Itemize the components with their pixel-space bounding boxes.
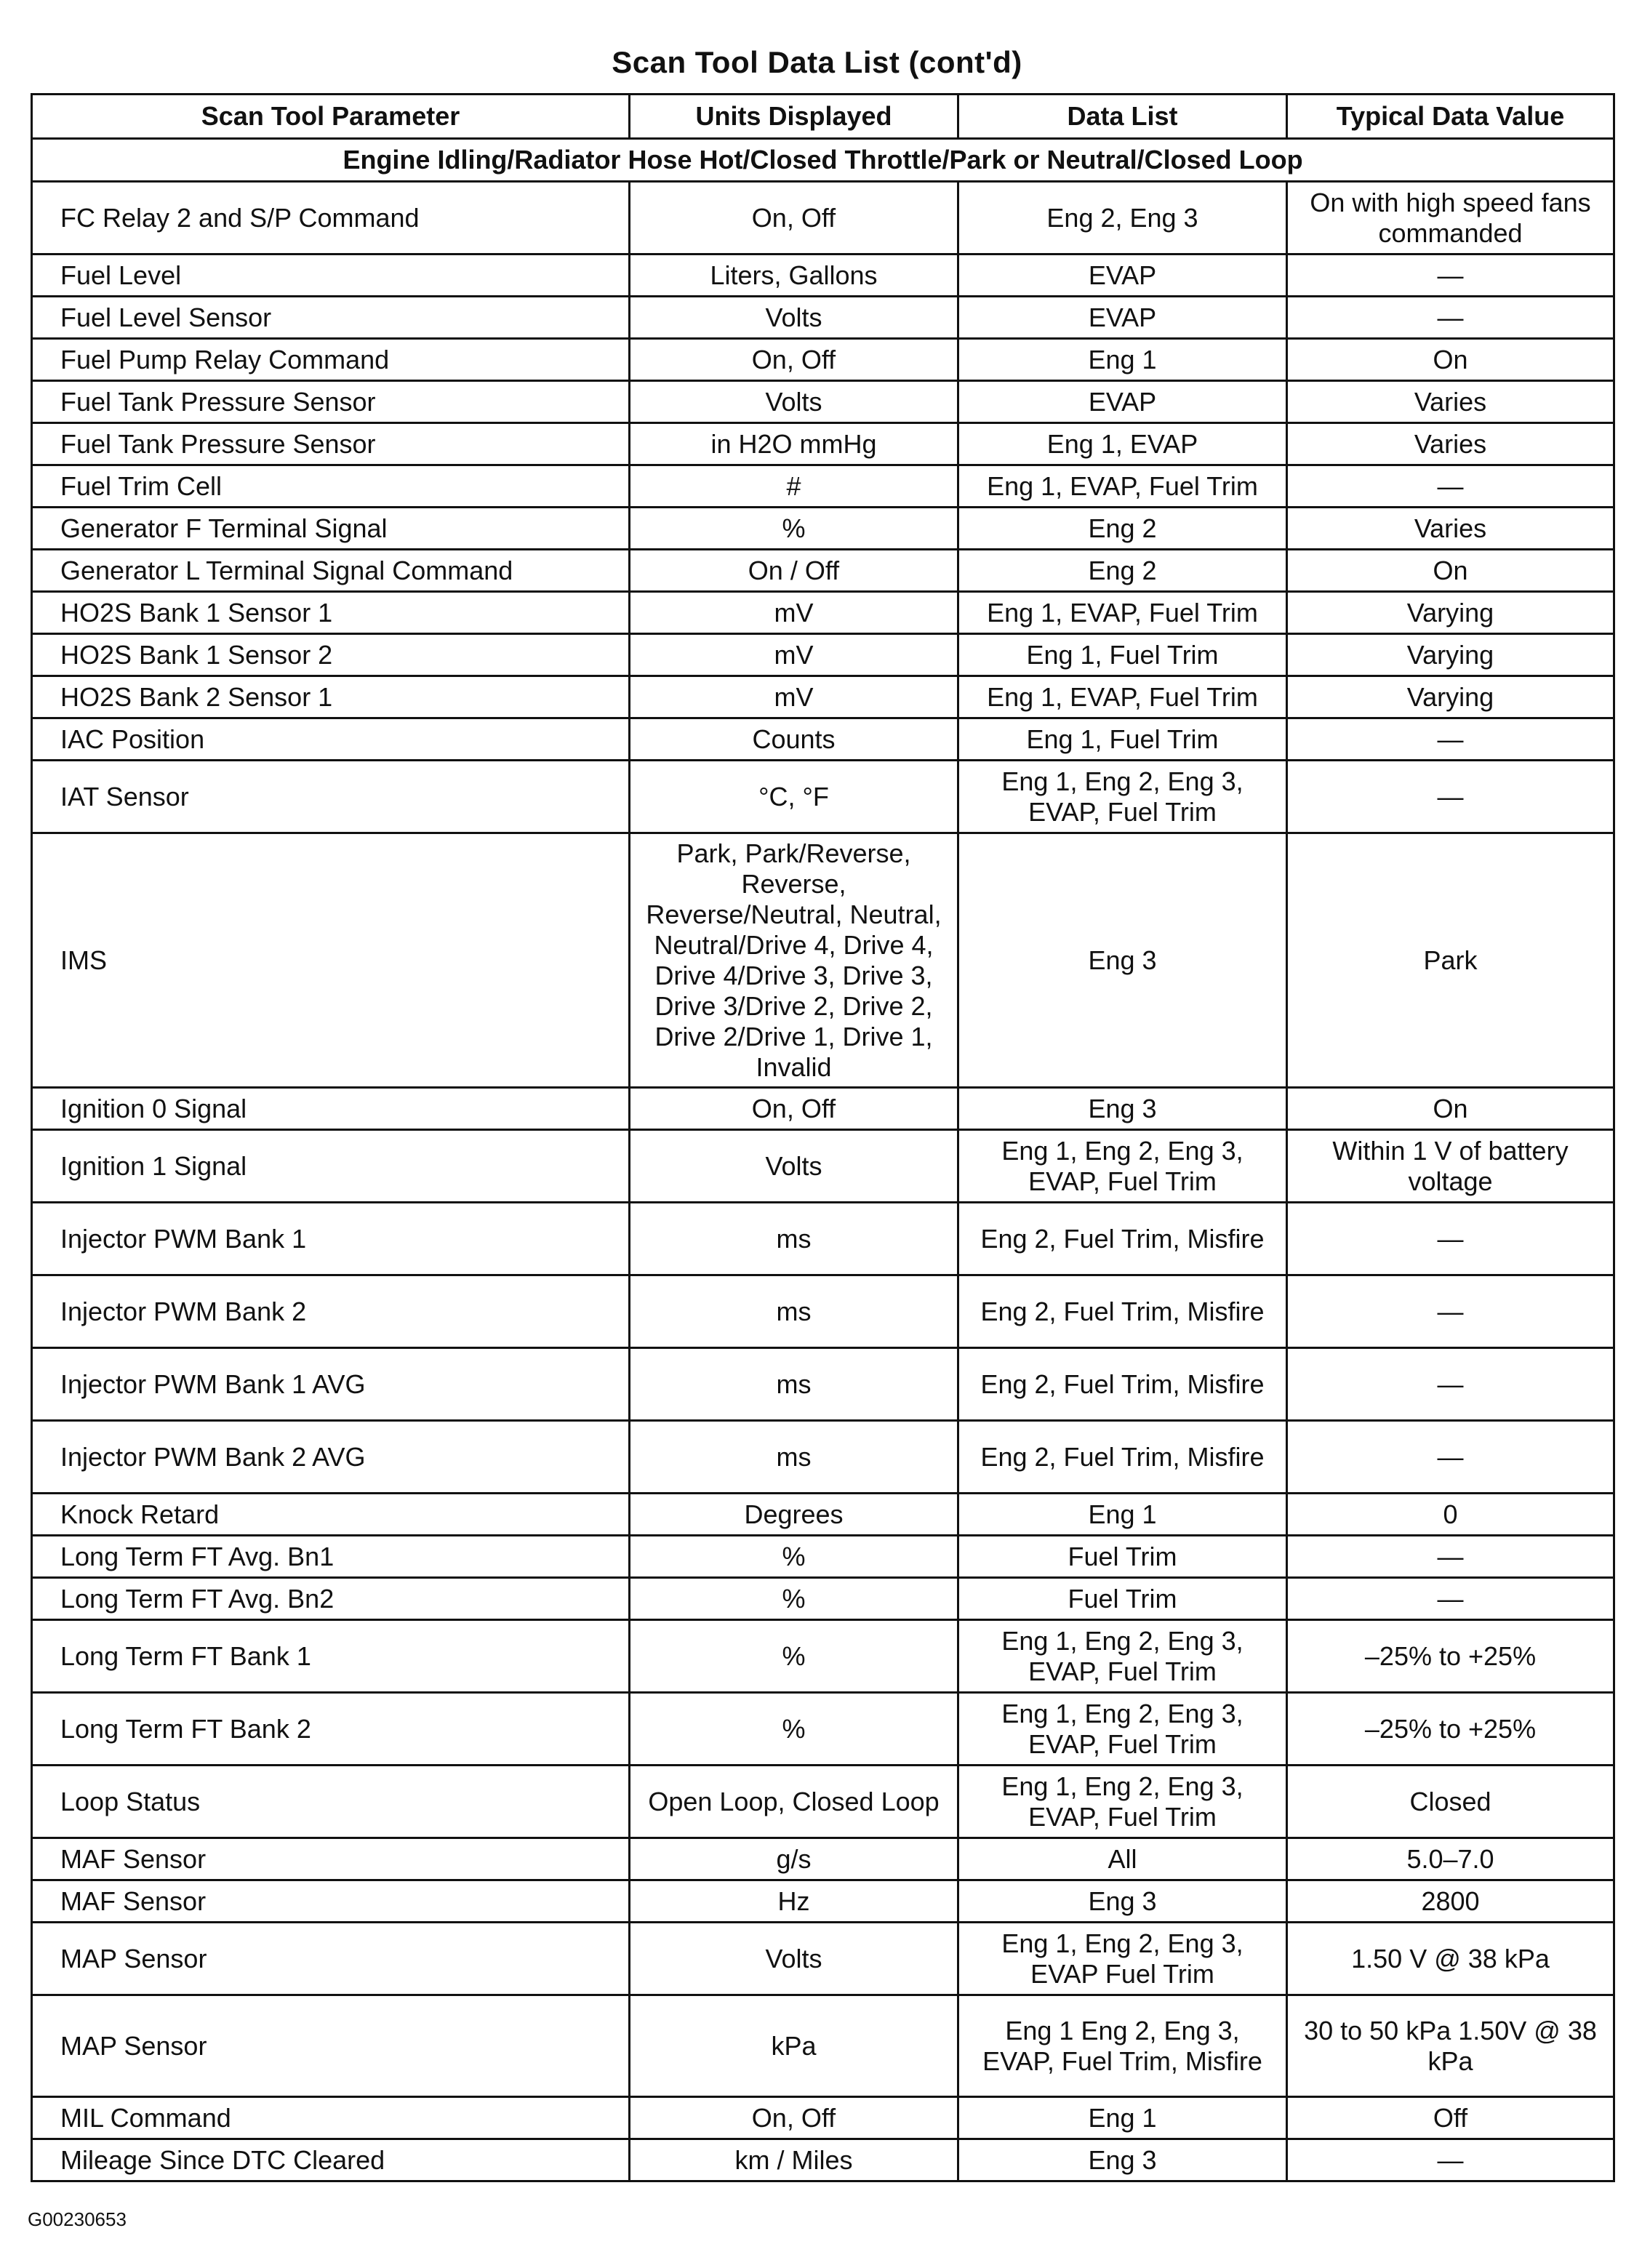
units-cell: mV xyxy=(630,634,958,676)
data-list-cell: Eng 1, Fuel Trim xyxy=(958,718,1287,761)
typical-value-cell: Varies xyxy=(1287,423,1614,465)
data-list-cell: Eng 2, Fuel Trim, Misfire xyxy=(958,1275,1287,1348)
table-row xyxy=(32,1620,1614,1693)
param-cell: IAT Sensor xyxy=(32,761,630,833)
header-row xyxy=(32,95,1614,139)
table-row xyxy=(32,1421,1614,1494)
data-list-cell: Eng 3 xyxy=(958,2139,1287,2181)
units-cell: km / Miles xyxy=(630,2139,958,2181)
scan-tool-data-table xyxy=(31,93,1615,2182)
units-cell: g/s xyxy=(630,1838,958,1880)
typical-value-cell: Closed xyxy=(1287,1766,1614,1838)
typical-value-cell: Park xyxy=(1287,833,1614,1088)
typical-value-cell: — xyxy=(1287,718,1614,761)
param-cell: Fuel Tank Pressure Sensor xyxy=(32,423,630,465)
typical-value-cell: — xyxy=(1287,761,1614,833)
header-parameter: Scan Tool Parameter xyxy=(32,95,630,139)
typical-value-cell: Off xyxy=(1287,2097,1614,2139)
typical-value-cell: — xyxy=(1287,297,1614,339)
param-cell: Generator L Terminal Signal Command xyxy=(32,550,630,592)
typical-value-cell: –25% to +25% xyxy=(1287,1620,1614,1693)
table-row xyxy=(32,255,1614,297)
param-cell: IMS xyxy=(32,833,630,1088)
units-cell: % xyxy=(630,1536,958,1578)
typical-value-cell: On xyxy=(1287,339,1614,381)
table-body xyxy=(32,139,1614,2181)
units-cell: Volts xyxy=(630,297,958,339)
units-cell: On, Off xyxy=(630,2097,958,2139)
units-cell: Volts xyxy=(630,1923,958,1995)
param-cell: IAC Position xyxy=(32,718,630,761)
typical-value-cell: 30 to 50 kPa 1.50V @ 38 kPa xyxy=(1287,1995,1614,2097)
typical-value-cell: Varying xyxy=(1287,634,1614,676)
units-cell: Volts xyxy=(630,1130,958,1203)
data-list-cell: Eng 2 xyxy=(958,550,1287,592)
param-cell: Fuel Trim Cell xyxy=(32,465,630,508)
units-cell: mV xyxy=(630,676,958,718)
header-data-list: Data List xyxy=(958,95,1287,139)
table-row xyxy=(32,1766,1614,1838)
typical-value-cell: — xyxy=(1287,1203,1614,1275)
param-cell: FC Relay 2 and S/P Command xyxy=(32,182,630,255)
param-cell: Ignition 0 Signal xyxy=(32,1088,630,1130)
param-cell: Fuel Level Sensor xyxy=(32,297,630,339)
units-cell: Park, Park/Reverse, Reverse, Reverse/Neutral, Neutral, Neutral/Drive 4, Drive 4, Drive 4/Drive 3, Drive 3, Drive 3/Drive 2, Drive 2, Drive 2/Drive 1, Drive 1, Invalid xyxy=(630,833,958,1088)
param-cell: HO2S Bank 1 Sensor 2 xyxy=(32,634,630,676)
units-cell: % xyxy=(630,1578,958,1620)
units-cell: Hz xyxy=(630,1880,958,1923)
section-row xyxy=(32,139,1614,182)
table-row xyxy=(32,761,1614,833)
table-row xyxy=(32,1923,1614,1995)
typical-value-cell: — xyxy=(1287,1536,1614,1578)
data-list-cell: Eng 3 xyxy=(958,833,1287,1088)
data-list-cell: Eng 1, EVAP, Fuel Trim xyxy=(958,592,1287,634)
units-cell: On, Off xyxy=(630,339,958,381)
data-list-cell: Eng 2, Fuel Trim, Misfire xyxy=(958,1203,1287,1275)
table-row xyxy=(32,182,1614,255)
figure-id: G00230653 xyxy=(28,2208,127,2230)
table-row xyxy=(32,297,1614,339)
data-list-cell: Eng 1, Eng 2, Eng 3, EVAP, Fuel Trim xyxy=(958,1693,1287,1766)
data-list-cell: Eng 2 xyxy=(958,508,1287,550)
table-row xyxy=(32,1275,1614,1348)
typical-value-cell: Within 1 V of battery voltage xyxy=(1287,1130,1614,1203)
param-cell: Injector PWM Bank 1 AVG xyxy=(32,1348,630,1421)
units-cell: On, Off xyxy=(630,1088,958,1130)
param-cell: MAF Sensor xyxy=(32,1838,630,1880)
typical-value-cell: Varies xyxy=(1287,381,1614,423)
typical-value-cell: — xyxy=(1287,255,1614,297)
table-row xyxy=(32,1536,1614,1578)
param-cell: Fuel Level xyxy=(32,255,630,297)
units-cell: °C, °F xyxy=(630,761,958,833)
units-cell: Volts xyxy=(630,381,958,423)
table-row xyxy=(32,718,1614,761)
param-cell: Injector PWM Bank 1 xyxy=(32,1203,630,1275)
table-row xyxy=(32,423,1614,465)
typical-value-cell: Varying xyxy=(1287,592,1614,634)
table-row xyxy=(32,1578,1614,1620)
units-cell: Open Loop, Closed Loop xyxy=(630,1766,958,1838)
typical-value-cell: 2800 xyxy=(1287,1880,1614,1923)
data-list-cell: Eng 1, EVAP, Fuel Trim xyxy=(958,465,1287,508)
param-cell: HO2S Bank 2 Sensor 1 xyxy=(32,676,630,718)
data-list-cell: Eng 1, Eng 2, Eng 3, EVAP, Fuel Trim xyxy=(958,1130,1287,1203)
table-row xyxy=(32,1203,1614,1275)
table-row xyxy=(32,1995,1614,2097)
units-cell: mV xyxy=(630,592,958,634)
table-row xyxy=(32,634,1614,676)
param-cell: Long Term FT Bank 1 xyxy=(32,1620,630,1693)
data-list-cell: EVAP xyxy=(958,381,1287,423)
units-cell: % xyxy=(630,1693,958,1766)
param-cell: HO2S Bank 1 Sensor 1 xyxy=(32,592,630,634)
typical-value-cell: On with high speed fans commanded xyxy=(1287,182,1614,255)
units-cell: in H2O mmHg xyxy=(630,423,958,465)
page-title: Scan Tool Data List (cont'd) xyxy=(612,45,1022,79)
typical-value-cell: –25% to +25% xyxy=(1287,1693,1614,1766)
param-cell: MAP Sensor xyxy=(32,1923,630,1995)
units-cell: Counts xyxy=(630,718,958,761)
table-row xyxy=(32,676,1614,718)
param-cell: Loop Status xyxy=(32,1766,630,1838)
table-row xyxy=(32,1838,1614,1880)
table-row xyxy=(32,1494,1614,1536)
header-units: Units Displayed xyxy=(630,95,958,139)
units-cell: Degrees xyxy=(630,1494,958,1536)
data-list-cell: Eng 1 xyxy=(958,2097,1287,2139)
param-cell: Mileage Since DTC Cleared xyxy=(32,2139,630,2181)
data-list-cell: Fuel Trim xyxy=(958,1578,1287,1620)
units-cell: ms xyxy=(630,1275,958,1348)
param-cell: Injector PWM Bank 2 xyxy=(32,1275,630,1348)
typical-value-cell: On xyxy=(1287,1088,1614,1130)
typical-value-cell: Varies xyxy=(1287,508,1614,550)
table-row xyxy=(32,833,1614,1088)
table-row xyxy=(32,1880,1614,1923)
param-cell: Knock Retard xyxy=(32,1494,630,1536)
data-list-cell: Fuel Trim xyxy=(958,1536,1287,1578)
data-list-cell: EVAP xyxy=(958,297,1287,339)
data-list-cell: Eng 1, Eng 2, Eng 3, EVAP, Fuel Trim xyxy=(958,1620,1287,1693)
units-cell: % xyxy=(630,1620,958,1693)
typical-value-cell: Varying xyxy=(1287,676,1614,718)
units-cell: % xyxy=(630,508,958,550)
units-cell: On, Off xyxy=(630,182,958,255)
table-row xyxy=(32,550,1614,592)
data-list-cell: Eng 1, EVAP xyxy=(958,423,1287,465)
data-list-cell: Eng 3 xyxy=(958,1880,1287,1923)
param-cell: Long Term FT Avg. Bn2 xyxy=(32,1578,630,1620)
table-row xyxy=(32,1130,1614,1203)
data-list-cell: Eng 1 xyxy=(958,1494,1287,1536)
table-row xyxy=(32,339,1614,381)
typical-value-cell: — xyxy=(1287,1421,1614,1494)
data-list-cell: Eng 1, Eng 2, Eng 3, EVAP, Fuel Trim xyxy=(958,1766,1287,1838)
table-row xyxy=(32,1693,1614,1766)
header-typical-value: Typical Data Value xyxy=(1287,95,1614,139)
typical-value-cell: — xyxy=(1287,2139,1614,2181)
units-cell: ms xyxy=(630,1421,958,1494)
param-cell: MAP Sensor xyxy=(32,1995,630,2097)
data-list-cell: Eng 1, Fuel Trim xyxy=(958,634,1287,676)
param-cell: Injector PWM Bank 2 AVG xyxy=(32,1421,630,1494)
data-list-cell: Eng 3 xyxy=(958,1088,1287,1130)
typical-value-cell: — xyxy=(1287,1275,1614,1348)
data-list-cell: Eng 2, Eng 3 xyxy=(958,182,1287,255)
table-row xyxy=(32,592,1614,634)
typical-value-cell: 5.0–7.0 xyxy=(1287,1838,1614,1880)
data-list-cell: Eng 2, Fuel Trim, Misfire xyxy=(958,1348,1287,1421)
table-row xyxy=(32,2097,1614,2139)
param-cell: Fuel Tank Pressure Sensor xyxy=(32,381,630,423)
units-cell: # xyxy=(630,465,958,508)
units-cell: ms xyxy=(630,1348,958,1421)
param-cell: Long Term FT Bank 2 xyxy=(32,1693,630,1766)
units-cell: ms xyxy=(630,1203,958,1275)
data-list-cell: Eng 1 Eng 2, Eng 3, EVAP, Fuel Trim, Misfire xyxy=(958,1995,1287,2097)
units-cell: kPa xyxy=(630,1995,958,2097)
typical-value-cell: — xyxy=(1287,465,1614,508)
data-list-cell: Eng 1 xyxy=(958,339,1287,381)
data-list-cell: Eng 2, Fuel Trim, Misfire xyxy=(958,1421,1287,1494)
data-list-cell: Eng 1, Eng 2, Eng 3, EVAP Fuel Trim xyxy=(958,1923,1287,1995)
table-row xyxy=(32,2139,1614,2181)
data-list-cell: Eng 1, EVAP, Fuel Trim xyxy=(958,676,1287,718)
typical-value-cell: — xyxy=(1287,1348,1614,1421)
param-cell: MAF Sensor xyxy=(32,1880,630,1923)
data-list-cell: All xyxy=(958,1838,1287,1880)
param-cell: Fuel Pump Relay Command xyxy=(32,339,630,381)
table-row xyxy=(32,465,1614,508)
units-cell: On / Off xyxy=(630,550,958,592)
table-row xyxy=(32,508,1614,550)
table-row xyxy=(32,1088,1614,1130)
param-cell: MIL Command xyxy=(32,2097,630,2139)
table-row xyxy=(32,1348,1614,1421)
section-title: Engine Idling/Radiator Hose Hot/Closed Throttle/Park or Neutral/Closed Loop xyxy=(32,139,1614,182)
table-row xyxy=(32,381,1614,423)
typical-value-cell: 1.50 V @ 38 kPa xyxy=(1287,1923,1614,1995)
data-list-cell: EVAP xyxy=(958,255,1287,297)
param-cell: Long Term FT Avg. Bn1 xyxy=(32,1536,630,1578)
typical-value-cell: 0 xyxy=(1287,1494,1614,1536)
typical-value-cell: — xyxy=(1287,1578,1614,1620)
param-cell: Ignition 1 Signal xyxy=(32,1130,630,1203)
typical-value-cell: On xyxy=(1287,550,1614,592)
param-cell: Generator F Terminal Signal xyxy=(32,508,630,550)
data-list-cell: Eng 1, Eng 2, Eng 3, EVAP, Fuel Trim xyxy=(958,761,1287,833)
units-cell: Liters, Gallons xyxy=(630,255,958,297)
